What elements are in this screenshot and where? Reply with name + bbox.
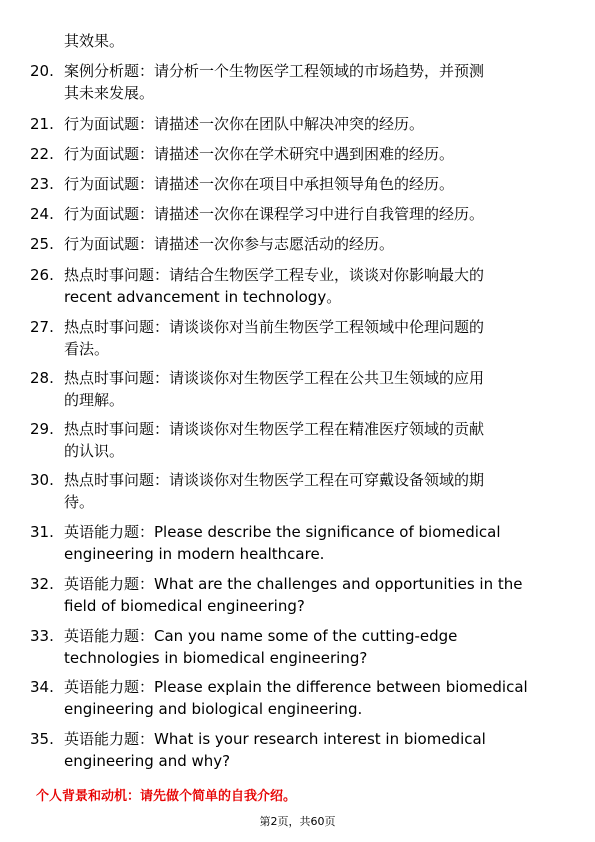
question-line: 英语能力题：What are the challenges and opportunities in the [64,575,523,593]
question-text [64,728,560,772]
question-text [64,469,560,513]
question-text [64,521,560,565]
question-item [30,316,560,360]
section-heading: 个人背景和动机：请先做个简单的自我介绍。 [36,789,297,804]
question-text [64,203,560,225]
question-line: 行为面试题：请描述一次你在课程学习中进行自我管理的经历。 [64,205,485,223]
question-line: 英语能力题：Please describe the significance of biomedical [64,523,501,541]
question-line: 热点时事问题：请谈谈你对当前生物医学工程领域中伦理问题的 [64,318,485,336]
question-item [30,113,560,135]
question-item [30,60,560,104]
question-text [64,418,560,462]
question-line: 热点时事问题：请结合生物医学工程专业，谈谈对你影响最大的 [64,266,485,284]
question-line: 热点时事问题：请谈谈你对生物医学工程在精准医疗领域的贡献 [64,420,485,438]
question-number: 30. [30,471,54,489]
question-number: 31. [30,523,54,541]
question-item [30,728,560,772]
question-line: technologies in biomedical engineering? [64,649,368,667]
question-line: 行为面试题：请描述一次你在项目中承担领导角色的经历。 [64,175,455,193]
question-line: engineering and why? [64,752,231,770]
question-item [30,367,560,411]
page-footer: 第2页，共60页 [259,815,336,828]
question-line: engineering and biological engineering. [64,700,363,718]
question-number: 33. [30,627,54,645]
question-number: 27. [30,318,54,336]
question-text [64,573,560,617]
question-number: 25. [30,235,54,253]
question-item [30,233,560,255]
continuation-text: 其效果。 [64,32,125,50]
question-line: 的认识。 [64,442,125,460]
question-line: 待。 [64,493,95,511]
question-line: engineering in modern healthcare. [64,545,325,563]
question-line: 热点时事问题：请谈谈你对生物医学工程在可穿戴设备领域的期 [64,471,485,489]
question-text [64,113,560,135]
question-item [30,203,560,225]
question-item [30,521,560,565]
question-number: 23. [30,175,54,193]
question-number: 35. [30,730,54,748]
question-number: 34. [30,678,54,696]
question-item [30,676,560,720]
question-number: 26. [30,266,54,284]
question-item [30,143,560,165]
question-text [64,264,560,308]
question-line: 案例分析题：请分析一个生物医学工程领域的市场趋势，并预测 [64,62,485,80]
question-line: 热点时事问题：请谈谈你对生物医学工程在公共卫生领域的应用 [64,369,485,387]
question-line: 行为面试题：请描述一次你在团队中解决冲突的经历。 [64,115,425,133]
question-line: 行为面试题：请描述一次你参与志愿活动的经历。 [64,235,395,253]
question-line: 英语能力题：What is your research interest in biomedical [64,730,486,748]
question-text [64,367,560,411]
question-number: 28. [30,369,54,387]
question-text [64,143,560,165]
question-text [64,316,560,360]
question-number: 24. [30,205,54,223]
question-item [30,625,560,669]
question-line: field of biomedical engineering? [64,597,305,615]
question-number: 29. [30,420,54,438]
question-text [64,676,560,720]
question-number: 22. [30,145,54,163]
question-item [30,418,560,462]
question-item [30,264,560,308]
question-line: 英语能力题：Please explain the difference between biomedical [64,678,528,696]
question-text [64,60,560,104]
question-text [64,173,560,195]
question-number: 32. [30,575,54,593]
question-item [30,573,560,617]
question-line: 其未来发展。 [64,84,155,102]
question-line: 英语能力题：Can you name some of the cutting-edge [64,627,458,645]
question-line: 行为面试题：请描述一次你在学术研究中遇到困难的经历。 [64,145,455,163]
question-number: 20. [30,62,54,80]
question-line: recent advancement in technology。 [64,288,342,306]
question-text [64,625,560,669]
question-number: 21. [30,115,54,133]
question-item [30,469,560,513]
question-text [64,233,560,255]
question-item [30,173,560,195]
question-line: 看法。 [64,340,110,358]
question-line: 的理解。 [64,391,125,409]
